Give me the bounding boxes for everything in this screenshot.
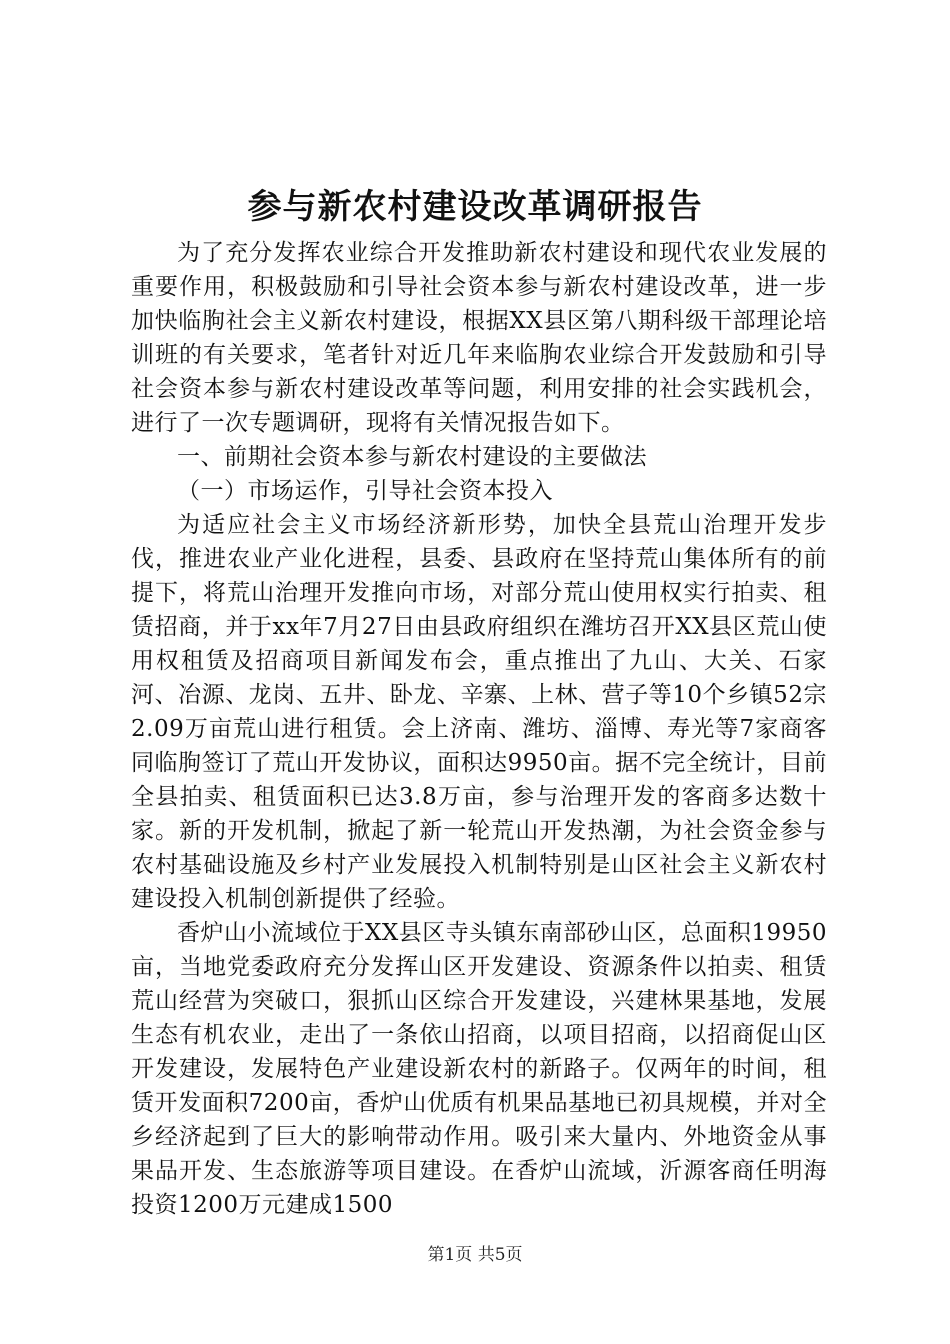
section-heading: 一、前期社会资本参与新农村建设的主要做法 [177,444,647,470]
body-paragraph-1: 为适应社会主义市场经济新形势，加快全县荒山治理开发步伐，推进农业产业化进程，县委、县政府在坚持荒山集体所有的前提下，将荒山治理开发推向市场，对部分荒山使用权实行拍卖、租赁招商，并于xx年7月27日由县政府组织在潍坊召开XX县区荒山使用权租赁及招商项目新闻发布会，重点推出了九山、大关、石家河、冶源、龙岗、五井、卧龙、辛寨、上林、营子等10个乡镇52宗2.09万亩荒山进行租赁。会上济南、潍坊、淄博、寿光等7家商客同临朐签订了荒山开发协议，面积达9950亩。据不完全统计，目前全县拍卖、租赁面积已达3.8万亩，参与治理开发的客商多达数十家。新的开发机制，掀起了新一轮荒山开发热潮，为社会资金参与农村基础设施及乡村产业发展投入机制特别是山区社会主义新农村建设投入机制创新提供了经验。 [131,512,827,912]
subsection-heading: （一）市场运作，引导社会资本投入 [177,478,553,504]
page-footer: 第1页 共5页 [427,1245,523,1265]
document-title: 参与新农村建设改革调研报告 [247,187,703,227]
document-body [131,236,827,1222]
body-paragraph-2: 香炉山小流域位于XX县区寺头镇东南部砂山区，总面积19950亩，当地党委政府充分发挥山区开发建设、资源条件以拍卖、租赁荒山经营为突破口，狠抓山区综合开发建设，兴建林果基地，发展生态有机农业，走出了一条依山招商，以项目招商，以招商促山区开发建设，发展特色产业建设新农村的新路子。仅两年的时间，租赁开发面积7200亩，香炉山优质有机果品基地已初具规模，并对全乡经济起到了巨大的影响带动作用。吸引来大量内、外地资金从事果品开发、生态旅游等项目建设。在香炉山流域，沂源客商任明海投资1200万元建成1500 [131,920,827,1218]
intro-paragraph: 为了充分发挥农业综合开发推助新农村建设和现代农业发展的重要作用，积极鼓励和引导社会资本参与新农村建设改革，进一步加快临朐社会主义新农村建设，根据XX县区第八期科级干部理论培训班的有关要求，笔者针对近几年来临朐农业综合开发鼓励和引导社会资本参与新农村建设改革等问题，利用安排的社会实践机会，进行了一次专题调研，现将有关情况报告如下。 [131,240,827,436]
